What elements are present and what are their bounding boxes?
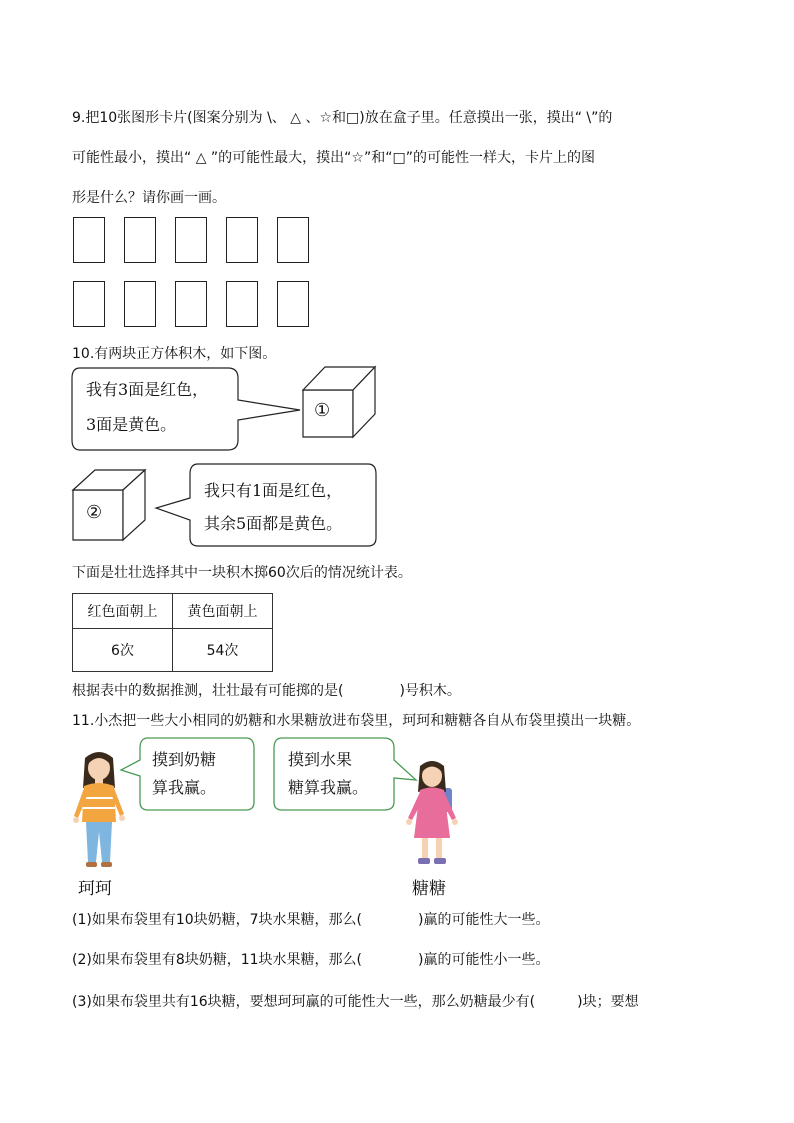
card-box[interactable] [226, 217, 258, 263]
card-box[interactable] [73, 217, 105, 263]
card-box[interactable] [277, 281, 309, 327]
table-row [73, 629, 273, 672]
name-keke: 珂珂 [78, 879, 112, 899]
bubble-left-line2: 算我赢。 [152, 778, 217, 797]
table-row [73, 594, 273, 629]
card-box[interactable] [175, 217, 207, 263]
table-intro: 下面是壮壮选择其中一块积木掷60次后的情况统计表。 [72, 565, 412, 581]
table-cell: 54次 [173, 629, 273, 672]
q11-sub3: (3)如果布袋里共有16块糖，要想珂珂赢的可能性大一些，那么奶糖最少有( )块；要想 [72, 994, 639, 1010]
q9-line1: 9.把10张图形卡片(图案分别为 \、 △ 、☆和□)放在盒子里。任意摸出一张，摸出“ \”的 [72, 110, 613, 126]
card-box[interactable] [175, 281, 207, 327]
card-box[interactable] [124, 217, 156, 263]
card-box[interactable] [73, 281, 105, 327]
q9-line2: 可能性最小，摸出“ △ ”的可能性最大，摸出“☆”和“□”的可能性一样大，卡片上的图 [72, 150, 595, 166]
q11-intro: 11.小杰把一些大小相同的奶糖和水果糖放进布袋里，珂珂和糖糖各自从布袋里摸出一块糖。 [72, 713, 641, 729]
stats-table [72, 593, 273, 672]
bubble1-line2: 3面是黄色。 [86, 415, 177, 434]
q10-intro: 10.有两块正方体积木，如下图。 [72, 346, 277, 362]
bubble2-line1: 我只有1面是红色， [204, 481, 343, 500]
cube-1 [300, 364, 380, 440]
q11-sub1: (1)如果布袋里有10块奶糖，7块水果糖，那么( )赢的可能性大一些。 [72, 912, 550, 928]
bubble1-line1: 我有3面是红色， [86, 380, 209, 399]
q10-question: 根据表中的数据推测，壮壮最有可能掷的是( )号积木。 [72, 683, 461, 699]
card-box[interactable] [277, 217, 309, 263]
bubble-right-line2: 糖算我赢。 [288, 778, 369, 797]
cube2-label: ② [86, 502, 103, 523]
cube-2 [70, 468, 150, 544]
bubble2-line2: 其余5面都是黄色。 [204, 514, 343, 533]
girl-tangtang-illustration [400, 758, 464, 870]
card-box[interactable] [226, 281, 258, 327]
q9-line3: 形是什么？请你画一画。 [72, 190, 226, 206]
q11-sub2: (2)如果布袋里有8块奶糖，11块水果糖，那么( )赢的可能性小一些。 [72, 952, 550, 968]
bubble-left-line1: 摸到奶糖 [152, 750, 217, 769]
table-header: 黄色面朝上 [173, 594, 273, 629]
bubble-right-line1: 摸到水果 [288, 750, 353, 769]
table-header: 红色面朝上 [73, 594, 173, 629]
cube1-label: ① [314, 400, 331, 421]
name-tangtang: 糖糖 [412, 879, 446, 899]
table-cell: 6次 [73, 629, 173, 672]
card-box[interactable] [124, 281, 156, 327]
